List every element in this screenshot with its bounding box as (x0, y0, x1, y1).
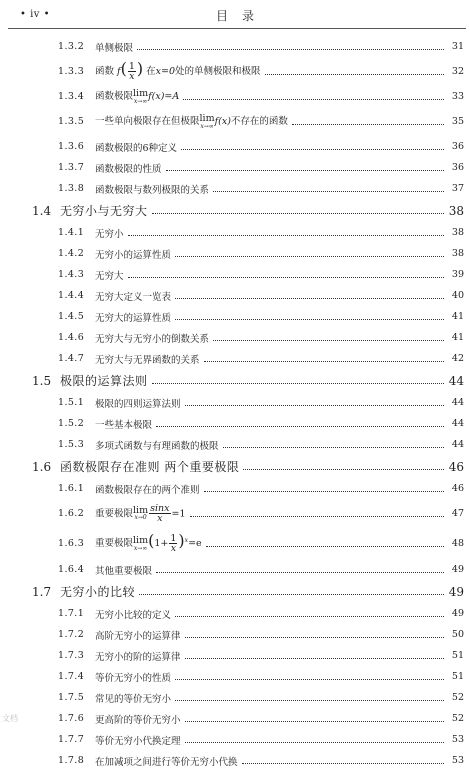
entry-title: 其他重要极限 (95, 565, 153, 577)
entry-title: 函数极限的6种定义 (95, 142, 178, 154)
entry-number: 1.7.4 (58, 671, 85, 682)
entry-number: 1.7.7 (58, 734, 85, 745)
entry-number: 1.4.6 (58, 332, 85, 343)
entry-title: 一些单向极限存在但极限 lim x→∞ f(x)不存在的函数 (95, 113, 288, 130)
dot-leader (213, 340, 444, 341)
dot-leader (243, 469, 444, 470)
toc-entry[interactable] (0, 306, 470, 327)
formula-fraction: $\frac{\sin x}{x}$ (150, 502, 170, 524)
entry-number: 1.3.3 (58, 66, 85, 77)
limit-symbol: lim x→∞ (133, 88, 149, 105)
entry-title: 更高阶的等价无穷小 (95, 714, 181, 726)
dot-leader (156, 426, 444, 427)
entry-number: 1.4.5 (58, 311, 85, 322)
entry-title: 函数极限存在的两个准则 (95, 484, 200, 496)
toc-entry[interactable] (0, 222, 470, 243)
section-number: 1.7 (32, 584, 52, 599)
entry-title: 重要极限 lim x→0 $\frac{\sin x}{x}$ =1 (95, 502, 186, 524)
entry-number: 1.7.6 (58, 713, 85, 724)
dot-leader (185, 637, 444, 638)
entry-title: 函数极限与数列极限的关系 (95, 184, 210, 196)
toc-entry[interactable] (0, 86, 470, 107)
watermark: 文档 (2, 714, 18, 723)
section-number: 1.4 (32, 203, 52, 218)
entry-title: 无穷小的阶的运算律 (95, 651, 181, 663)
toc-entry[interactable] (0, 687, 470, 708)
dot-leader (181, 149, 444, 150)
entry-title: 在加减项之间进行等价无穷小代换 (95, 756, 238, 768)
toc-entry[interactable] (0, 243, 470, 264)
entry-page: 49 (448, 584, 464, 599)
formula-fraction: $\frac{1}{x}$ (128, 60, 135, 83)
entry-title: 无穷小比较的定义 (95, 609, 172, 621)
entry-number: 1.6.4 (58, 564, 85, 575)
entry-number: 1.3.5 (58, 116, 85, 127)
toc-entry[interactable] (0, 666, 470, 687)
dot-leader (166, 170, 444, 171)
dot-leader (204, 491, 444, 492)
entry-number: 1.4.1 (58, 227, 85, 238)
toc-entry[interactable] (0, 434, 470, 455)
entry-number: 1.3.8 (58, 183, 85, 194)
toc-entry[interactable] (0, 478, 470, 499)
dot-leader (128, 235, 444, 236)
entry-number: 1.3.6 (58, 141, 85, 152)
toc-entry[interactable] (0, 36, 470, 57)
dot-leader (292, 124, 444, 125)
toc-section[interactable] (0, 199, 470, 222)
dot-leader (137, 49, 444, 50)
entry-title: 函数 f( $\frac{1}{x}$ ) 在x=0处的单侧极限和极限 (95, 59, 261, 83)
page-number-label: • iv • (20, 9, 51, 20)
entry-number: 1.7.5 (58, 692, 85, 703)
dot-leader (183, 99, 444, 100)
entry-page: 50 (451, 629, 464, 640)
toc-entry[interactable] (0, 178, 470, 199)
limit-symbol: lim x→0 (133, 504, 149, 522)
dot-leader (128, 277, 444, 278)
toc-entry[interactable] (0, 624, 470, 645)
entry-page: 42 (451, 353, 464, 364)
toc-entry[interactable] (0, 413, 470, 434)
toc-entry[interactable] (0, 327, 470, 348)
toc-section[interactable] (0, 369, 470, 392)
dot-leader (185, 721, 444, 722)
entry-number: 1.5.2 (58, 418, 85, 429)
toc-entry[interactable] (0, 264, 470, 285)
entry-title: 等价无穷小的性质 (95, 672, 172, 684)
table-of-contents (0, 36, 470, 771)
entry-page: 44 (451, 397, 464, 408)
entry-title: 函数极限 lim x→∞ f(x)=A (95, 88, 180, 105)
dot-leader (175, 256, 444, 257)
entry-title: 一些基本极限 (95, 419, 153, 431)
entry-number: 1.4.7 (58, 353, 85, 364)
entry-page: 40 (451, 290, 464, 301)
entry-page: 37 (451, 183, 464, 194)
entry-page: 44 (451, 418, 464, 429)
entry-page: 38 (451, 248, 464, 259)
dot-leader (206, 546, 444, 547)
entry-number: 1.7.2 (58, 629, 85, 640)
dot-leader (190, 516, 444, 517)
entry-page: 51 (451, 671, 464, 682)
entry-number: 1.7.8 (58, 755, 85, 766)
entry-number: 1.4.4 (58, 290, 85, 301)
entry-title: 重要极限 lim x→∞ (1+ $\frac{1}{x}$ )$^x$=e (95, 531, 202, 555)
entry-number: 1.4.2 (58, 248, 85, 259)
entry-title: 单侧极限 (95, 42, 134, 54)
entry-title: 无穷大与无界函数的关系 (95, 354, 200, 366)
entry-number: 1.5.1 (58, 397, 85, 408)
entry-title: 无穷大定义一览表 (95, 291, 172, 303)
page-header (0, 0, 470, 30)
entry-number: 1.6.3 (58, 538, 85, 549)
section-title: 无穷小的比较 (60, 585, 136, 599)
entry-number: 1.3.7 (58, 162, 85, 173)
entry-page: 41 (451, 311, 464, 322)
entry-number: 1.7.3 (58, 650, 85, 661)
entry-number: 1.6.2 (58, 508, 85, 519)
entry-number: 1.3.4 (58, 91, 85, 102)
entry-page: 52 (451, 713, 464, 724)
toc-entry[interactable] (0, 107, 470, 136)
toc-entry[interactable] (0, 708, 470, 729)
dot-leader (242, 763, 444, 764)
entry-page: 53 (451, 734, 464, 745)
dot-leader (185, 742, 444, 743)
entry-title: 极限的四则运算法则 (95, 398, 181, 410)
toc-entry[interactable] (0, 57, 470, 86)
entry-title: 无穷大与无穷小的倒数关系 (95, 333, 210, 345)
entry-title: 函数极限的性质 (95, 163, 162, 175)
dot-leader (156, 572, 444, 573)
dot-leader (175, 700, 444, 701)
toc-entry[interactable] (0, 729, 470, 750)
entry-page: 38 (451, 227, 464, 238)
section-number: 1.5 (32, 373, 52, 388)
entry-page: 35 (451, 116, 464, 127)
entry-title: 无穷小 (95, 228, 124, 240)
entry-page: 53 (451, 755, 464, 766)
entry-page: 36 (451, 141, 464, 152)
entry-number: 1.3.2 (58, 41, 85, 52)
entry-title: 等价无穷小代换定理 (95, 735, 181, 747)
dot-leader (223, 447, 444, 448)
section-title: 无穷小与无穷大 (60, 204, 148, 218)
toc-entry[interactable] (0, 348, 470, 369)
entry-title: 多项式函数与有理函数的极限 (95, 440, 219, 452)
dot-leader (175, 679, 444, 680)
dot-leader (204, 361, 444, 362)
dot-leader (152, 383, 444, 384)
entry-page: 51 (451, 650, 464, 661)
entry-page: 36 (451, 162, 464, 173)
page-title: 目录 (215, 9, 268, 23)
entry-page: 48 (451, 538, 464, 549)
toc-entry[interactable] (0, 645, 470, 666)
dot-leader (213, 191, 444, 192)
header-rule (8, 28, 466, 29)
toc-section[interactable] (0, 455, 470, 478)
toc-entry[interactable] (0, 559, 470, 580)
entry-page: 52 (451, 692, 464, 703)
entry-title: 无穷大 (95, 270, 124, 282)
entry-title: 无穷大的运算性质 (95, 312, 172, 324)
entry-number: 1.6.1 (58, 483, 85, 494)
entry-page: 31 (451, 41, 464, 52)
entry-page: 38 (448, 203, 464, 218)
entry-page: 41 (451, 332, 464, 343)
dot-leader (185, 405, 444, 406)
entry-number: 1.4.3 (58, 269, 85, 280)
dot-leader (175, 298, 444, 299)
entry-title: 常见的等价无穷小 (95, 693, 172, 705)
toc-entry[interactable] (0, 750, 470, 771)
entry-page: 49 (451, 564, 464, 575)
entry-page: 32 (451, 66, 464, 77)
dot-leader (175, 616, 444, 617)
toc-entry[interactable] (0, 136, 470, 157)
entry-page: 46 (448, 459, 464, 474)
toc-entry[interactable] (0, 528, 470, 559)
limit-symbol: lim x→∞ (199, 113, 215, 130)
entry-page: 49 (451, 608, 464, 619)
toc-section[interactable] (0, 580, 470, 603)
dot-leader (185, 658, 444, 659)
section-title: 极限的运算法则 (60, 374, 148, 388)
entry-page: 44 (451, 439, 464, 450)
entry-title: 高阶无穷小的运算律 (95, 630, 181, 642)
dot-leader (265, 74, 444, 75)
limit-symbol: lim x→∞ (133, 535, 149, 552)
entry-page: 39 (451, 269, 464, 280)
entry-page: 47 (451, 508, 464, 519)
toc-entry[interactable] (0, 392, 470, 413)
entry-page: 46 (451, 483, 464, 494)
dot-leader (139, 594, 444, 595)
toc-entry[interactable] (0, 285, 470, 306)
entry-page: 44 (448, 373, 464, 388)
section-title: 函数极限存在准则 两个重要极限 (60, 460, 240, 474)
entry-title: 无穷小的运算性质 (95, 249, 172, 261)
dot-leader (152, 213, 444, 214)
toc-entry[interactable] (0, 157, 470, 178)
entry-number: 1.5.3 (58, 439, 85, 450)
entry-number: 1.7.1 (58, 608, 85, 619)
entry-page: 33 (451, 91, 464, 102)
formula-fraction: $\frac{1}{x}$ (170, 532, 177, 555)
dot-leader (175, 319, 444, 320)
toc-entry[interactable] (0, 603, 470, 624)
section-number: 1.6 (32, 459, 52, 474)
toc-entry[interactable] (0, 499, 470, 528)
